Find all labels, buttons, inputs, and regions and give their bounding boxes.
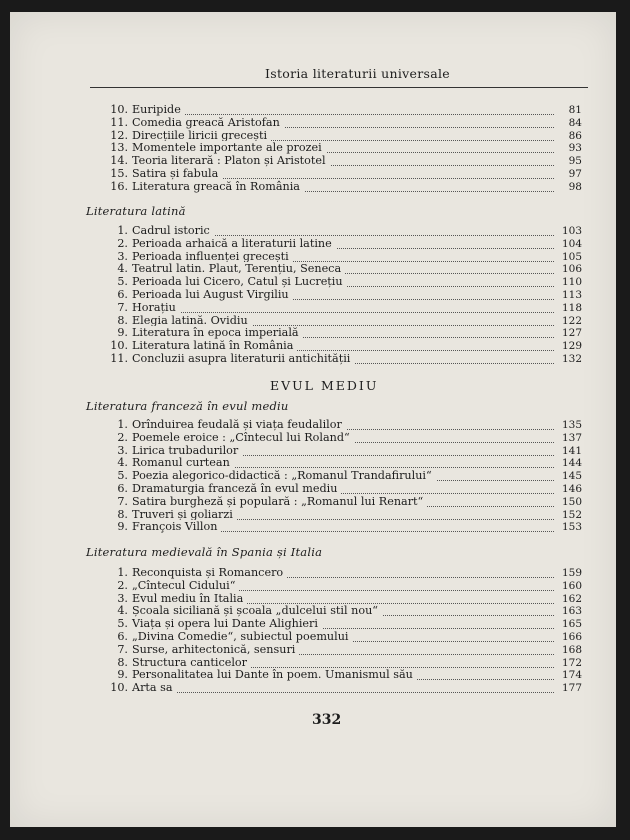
toc-entry-page: 160 bbox=[556, 580, 582, 593]
toc-entry-title: Euripide bbox=[132, 103, 185, 116]
toc-entry bbox=[110, 496, 582, 509]
toc-entry-number: 3. bbox=[117, 443, 128, 457]
toc-entry-number: 3. bbox=[117, 249, 128, 263]
toc-entry-number: 9. bbox=[117, 326, 128, 340]
toc-entry-title: Comedia greacă Aristofan bbox=[132, 116, 284, 129]
toc-entry bbox=[110, 238, 582, 251]
toc-entry-number: 2. bbox=[117, 236, 128, 250]
toc-entry-title: Cadrul istoric bbox=[132, 224, 214, 237]
toc-entry-page: 81 bbox=[556, 104, 582, 117]
toc-entry bbox=[110, 567, 582, 580]
toc-entry-title: Literatura latină în România bbox=[132, 339, 297, 352]
toc-entry-number: 10. bbox=[110, 681, 128, 695]
toc-entry-page: 166 bbox=[556, 631, 582, 644]
book-page bbox=[10, 12, 616, 827]
toc-entry-page: 110 bbox=[556, 276, 582, 289]
toc-entry bbox=[110, 682, 582, 695]
toc-entry-number: 6. bbox=[117, 287, 128, 301]
toc-entry-title: Momentele importante ale prozei bbox=[132, 141, 326, 154]
toc-entry-page: 165 bbox=[556, 618, 582, 631]
toc-french bbox=[110, 419, 582, 534]
toc-entry-title: Elegia latină. Ovidiu bbox=[132, 314, 252, 327]
toc-entry-number: 16. bbox=[110, 179, 128, 193]
toc-entry-page: 172 bbox=[556, 657, 582, 670]
toc-entry-page: 144 bbox=[556, 457, 582, 470]
toc-entry-page: 98 bbox=[556, 181, 582, 194]
toc-entry-title: Arta sa bbox=[132, 681, 177, 694]
toc-entry-page: 86 bbox=[556, 130, 582, 143]
toc-entry-title: Truveri și goliarzi bbox=[132, 508, 237, 521]
toc-entry-title: „Divina Comedie“, subiectul poemului bbox=[132, 630, 353, 643]
toc-entry bbox=[110, 168, 582, 181]
toc-entry-number: 13. bbox=[110, 141, 128, 155]
page-number: 332 bbox=[312, 712, 342, 728]
toc-entry-number: 2. bbox=[117, 430, 128, 444]
toc-entry-page: 163 bbox=[556, 605, 582, 618]
header-rule bbox=[90, 87, 588, 88]
toc-latin bbox=[110, 225, 582, 366]
toc-entry-page: 177 bbox=[556, 682, 582, 695]
toc-entry-number: 7. bbox=[117, 494, 128, 508]
toc-entry-number: 10. bbox=[110, 339, 128, 353]
toc-entry-number: 4. bbox=[117, 456, 128, 470]
toc-entry-page: 159 bbox=[556, 567, 582, 580]
toc-entry-page: 129 bbox=[556, 340, 582, 353]
toc-entry-page: 137 bbox=[556, 432, 582, 445]
toc-entry-number: 11. bbox=[110, 351, 128, 365]
toc-entry-number: 1. bbox=[117, 224, 128, 237]
section-spain-italy-title: Literatura medievală în Spania și Italia bbox=[86, 545, 323, 559]
toc-entry-title: Perioada influenței grecești bbox=[132, 250, 293, 263]
toc-entry-title: Satira burgheză și populară : „Romanul lui Renart“ bbox=[132, 495, 427, 508]
toc-entry-title: Viața și opera lui Dante Alighieri bbox=[132, 617, 322, 630]
toc-entry-page: 153 bbox=[556, 521, 582, 534]
toc-entry-title: Surse, arhitectonică, sensuri bbox=[132, 643, 299, 656]
toc-entry-page: 105 bbox=[556, 251, 582, 264]
toc-entry-title: Reconquista și Romancero bbox=[132, 566, 287, 579]
section-middle-ages-title: EVUL MEDIU bbox=[270, 378, 379, 393]
toc-entry-number: 8. bbox=[117, 655, 128, 669]
toc-entry-number: 15. bbox=[110, 166, 128, 180]
toc-entry-number: 1. bbox=[117, 418, 128, 431]
toc-entry-title: Perioada lui August Virgiliu bbox=[132, 288, 293, 301]
toc-entry bbox=[110, 289, 582, 302]
toc-entry-page: 113 bbox=[556, 289, 582, 302]
toc-entry-number: 9. bbox=[117, 520, 128, 534]
toc-entry bbox=[110, 631, 582, 644]
toc-entry-title: Poezia alegorico-didactică : „Romanul Trandafirului“ bbox=[132, 469, 436, 482]
toc-entry-title: Teoria literară : Platon și Aristotel bbox=[132, 154, 330, 167]
toc-entry-title: „Cîntecul Cidului“ bbox=[132, 579, 239, 592]
toc-entry-page: 150 bbox=[556, 496, 582, 509]
toc-entry-page: 145 bbox=[556, 470, 582, 483]
toc-entry-title: Personalitatea lui Dante în poem. Umanismul său bbox=[132, 668, 417, 681]
toc-entry bbox=[110, 181, 582, 194]
toc-entry-number: 4. bbox=[117, 604, 128, 618]
toc-entry-number: 5. bbox=[117, 275, 128, 289]
toc-entry-title: Concluzii asupra literaturii antichității bbox=[132, 352, 354, 365]
toc-entry bbox=[110, 483, 582, 496]
toc-entry-number: 5. bbox=[117, 617, 128, 631]
toc-entry bbox=[110, 117, 582, 130]
toc-entry-page: 104 bbox=[556, 238, 582, 251]
toc-entry-number: 10. bbox=[110, 103, 128, 116]
toc-entry-title: Structura canticelor bbox=[132, 656, 251, 669]
toc-entry-title: Perioada arhaică a literaturii latine bbox=[132, 237, 336, 250]
toc-entry bbox=[110, 644, 582, 657]
toc-entry-number: 1. bbox=[117, 566, 128, 579]
toc-entry-title: Teatrul latin. Plaut, Terențiu, Seneca bbox=[132, 262, 345, 275]
toc-entry-title: Poemele eroice : „Cîntecul lui Roland“ bbox=[132, 431, 354, 444]
toc-entry-title: Romanul curtean bbox=[132, 456, 234, 469]
toc-entry-number: 7. bbox=[117, 300, 128, 314]
toc-entry-page: 93 bbox=[556, 142, 582, 155]
toc-entry-number: 5. bbox=[117, 469, 128, 483]
toc-entry-number: 8. bbox=[117, 507, 128, 521]
toc-entry-number: 7. bbox=[117, 642, 128, 656]
toc-entry-number: 6. bbox=[117, 629, 128, 643]
toc-entry bbox=[110, 669, 582, 682]
toc-entry bbox=[110, 432, 582, 445]
toc-entry-page: 122 bbox=[556, 315, 582, 328]
toc-entry-page: 84 bbox=[556, 117, 582, 130]
toc-entry-page: 106 bbox=[556, 263, 582, 276]
toc-entry-title: François Villon bbox=[132, 520, 221, 533]
toc-entry-title: Lirica trubadurilor bbox=[132, 444, 242, 457]
toc-entry-title: Dramaturgia franceză în evul mediu bbox=[132, 482, 341, 495]
running-header: Istoria literaturii universale bbox=[265, 66, 450, 81]
toc-entry bbox=[110, 104, 582, 117]
toc-entry-title: Școala siciliană și școala „dulcelui stil nou“ bbox=[132, 604, 382, 617]
toc-entry-number: 6. bbox=[117, 481, 128, 495]
toc-entry-page: 174 bbox=[556, 669, 582, 682]
toc-entry bbox=[110, 419, 582, 432]
toc-entry-title: Satira și fabula bbox=[132, 167, 222, 180]
toc-entry-title: Orînduirea feudală și viața feudalilor bbox=[132, 418, 346, 431]
toc-entry-page: 141 bbox=[556, 445, 582, 458]
toc-entry-page: 127 bbox=[556, 327, 582, 340]
toc-entry-page: 135 bbox=[556, 419, 582, 432]
toc-entry-number: 8. bbox=[117, 313, 128, 327]
toc-entry-page: 118 bbox=[556, 302, 582, 315]
toc-entry-page: 168 bbox=[556, 644, 582, 657]
toc-entry bbox=[110, 353, 582, 366]
section-french-title: Literatura franceză în evul mediu bbox=[86, 399, 289, 413]
toc-entry-number: 14. bbox=[110, 154, 128, 168]
toc-entry-title: Horațiu bbox=[132, 301, 180, 314]
toc-entry-title: Direcțiile liricii grecești bbox=[132, 129, 271, 142]
toc-spain-italy bbox=[110, 567, 582, 695]
toc-entry-number: 4. bbox=[117, 262, 128, 276]
toc-entry-title: Literatura greacă în România bbox=[132, 180, 304, 193]
toc-greek bbox=[110, 104, 582, 194]
toc-entry-number: 9. bbox=[117, 668, 128, 682]
toc-entry-title: Literatura în epoca imperială bbox=[132, 326, 303, 339]
toc-entry-page: 95 bbox=[556, 155, 582, 168]
toc-entry-number: 11. bbox=[110, 115, 128, 129]
toc-entry-title: Evul mediu în Italia bbox=[132, 592, 247, 605]
toc-entry-page: 103 bbox=[556, 225, 582, 238]
toc-entry bbox=[110, 302, 582, 315]
toc-entry-page: 152 bbox=[556, 509, 582, 522]
toc-entry-number: 2. bbox=[117, 578, 128, 592]
toc-entry-number: 3. bbox=[117, 591, 128, 605]
section-latin-title: Literatura latină bbox=[86, 204, 186, 218]
toc-entry bbox=[110, 521, 582, 534]
toc-entry bbox=[110, 225, 582, 238]
toc-entry bbox=[110, 580, 582, 593]
toc-entry-page: 132 bbox=[556, 353, 582, 366]
toc-entry-title: Perioada lui Cicero, Catul și Lucrețiu bbox=[132, 275, 347, 288]
toc-entry-page: 162 bbox=[556, 593, 582, 606]
toc-entry-page: 97 bbox=[556, 168, 582, 181]
toc-entry-number: 12. bbox=[110, 128, 128, 142]
toc-entry-page: 146 bbox=[556, 483, 582, 496]
